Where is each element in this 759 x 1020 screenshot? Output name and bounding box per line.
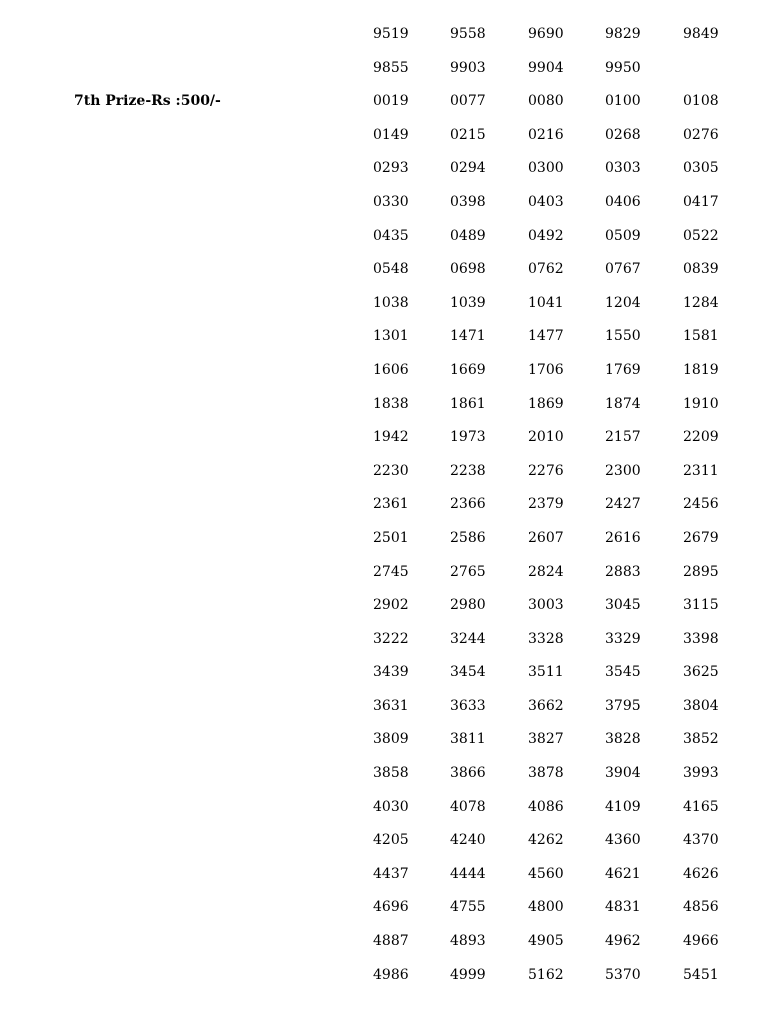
ticket-number: 1669: [450, 361, 486, 378]
ticket-number: 1861: [450, 395, 486, 412]
ticket-number: 1041: [528, 294, 564, 311]
ticket-number: 1204: [605, 294, 641, 311]
ticket-number: 4856: [683, 899, 719, 916]
ticket-number: 3993: [683, 765, 719, 782]
ticket-number: 4887: [373, 933, 409, 950]
ticket-number: 4905: [528, 933, 564, 950]
ticket-number: 1838: [373, 395, 409, 412]
result-row: [0, 828, 759, 862]
ticket-number: 3398: [683, 630, 719, 647]
results-page: [0, 22, 759, 996]
ticket-number: 1706: [528, 361, 564, 378]
ticket-number: 2366: [450, 496, 486, 513]
result-row: [0, 694, 759, 728]
ticket-number: 2895: [683, 563, 719, 580]
ticket-number: 0100: [605, 93, 641, 110]
ticket-number: 2616: [605, 529, 641, 546]
ticket-number: 4560: [528, 865, 564, 882]
ticket-number: 4831: [605, 899, 641, 916]
ticket-number: 1769: [605, 361, 641, 378]
ticket-number: 3222: [373, 630, 409, 647]
result-row: [0, 459, 759, 493]
ticket-number: 1477: [528, 328, 564, 345]
ticket-number: 1301: [373, 328, 409, 345]
result-row: [0, 560, 759, 594]
result-row: [0, 929, 759, 963]
ticket-number: 1284: [683, 294, 719, 311]
ticket-number: 3454: [450, 664, 486, 681]
prize-heading: 7th Prize-Rs :500/-: [74, 93, 221, 110]
ticket-number: 4086: [528, 798, 564, 815]
ticket-number: 2311: [683, 462, 719, 479]
ticket-number: 1819: [683, 361, 719, 378]
ticket-number: 0522: [683, 227, 719, 244]
ticket-number: 2427: [605, 496, 641, 513]
ticket-number: 4893: [450, 933, 486, 950]
ticket-number: 0300: [528, 160, 564, 177]
ticket-number: 2379: [528, 496, 564, 513]
ticket-number: 2361: [373, 496, 409, 513]
ticket-number: 2157: [605, 429, 641, 446]
ticket-number: 1869: [528, 395, 564, 412]
ticket-number: 1606: [373, 361, 409, 378]
ticket-number: 0077: [450, 93, 486, 110]
ticket-number: 0839: [683, 261, 719, 278]
ticket-number: 1550: [605, 328, 641, 345]
ticket-number: 4030: [373, 798, 409, 815]
ticket-number: 3633: [450, 697, 486, 714]
ticket-number: 0492: [528, 227, 564, 244]
ticket-number: 9849: [683, 26, 719, 42]
ticket-number: 2607: [528, 529, 564, 546]
ticket-number: 3631: [373, 697, 409, 714]
ticket-number: 4986: [373, 966, 409, 983]
ticket-number: 3852: [683, 731, 719, 748]
result-row: [0, 123, 759, 157]
ticket-number: 4109: [605, 798, 641, 815]
result-row: [0, 358, 759, 392]
result-row: [0, 526, 759, 560]
ticket-number: 4696: [373, 899, 409, 916]
ticket-number: 3329: [605, 630, 641, 647]
ticket-number: 2501: [373, 529, 409, 546]
ticket-number: 3244: [450, 630, 486, 647]
result-row: [0, 593, 759, 627]
ticket-number: 1973: [450, 429, 486, 446]
ticket-number: 1471: [450, 328, 486, 345]
ticket-number: 4626: [683, 865, 719, 882]
ticket-number: 3827: [528, 731, 564, 748]
ticket-number: 3795: [605, 697, 641, 714]
ticket-number: 5162: [528, 966, 564, 983]
ticket-number: 3439: [373, 664, 409, 681]
ticket-number: 2300: [605, 462, 641, 479]
ticket-number: 0398: [450, 193, 486, 210]
ticket-number: 3866: [450, 765, 486, 782]
ticket-number: 9950: [605, 59, 641, 76]
ticket-number: 0215: [450, 126, 486, 143]
result-row: [0, 89, 759, 123]
ticket-number: 0403: [528, 193, 564, 210]
result-row: [0, 22, 759, 56]
ticket-number: 2883: [605, 563, 641, 580]
result-row: [0, 324, 759, 358]
result-row: [0, 257, 759, 291]
result-row: [0, 156, 759, 190]
ticket-number: 2679: [683, 529, 719, 546]
ticket-number: 0108: [683, 93, 719, 110]
ticket-number: 2276: [528, 462, 564, 479]
ticket-number: 1910: [683, 395, 719, 412]
result-row: [0, 761, 759, 795]
ticket-number: 1581: [683, 328, 719, 345]
ticket-number: 3328: [528, 630, 564, 647]
result-row: [0, 224, 759, 258]
ticket-number: 4966: [683, 933, 719, 950]
ticket-number: 2230: [373, 462, 409, 479]
ticket-number: 4437: [373, 865, 409, 882]
ticket-number: 4370: [683, 832, 719, 849]
ticket-number: 4621: [605, 865, 641, 882]
ticket-number: 4205: [373, 832, 409, 849]
result-row: [0, 862, 759, 896]
ticket-number: 0294: [450, 160, 486, 177]
ticket-number: 3625: [683, 664, 719, 681]
ticket-number: 4165: [683, 798, 719, 815]
ticket-number: 0216: [528, 126, 564, 143]
result-row: [0, 963, 759, 997]
ticket-number: 3115: [683, 597, 719, 614]
ticket-number: 3045: [605, 597, 641, 614]
ticket-number: 1874: [605, 395, 641, 412]
result-row: [0, 895, 759, 929]
result-row: [0, 727, 759, 761]
ticket-number: 3828: [605, 731, 641, 748]
ticket-number: 0698: [450, 261, 486, 278]
ticket-number: 2586: [450, 529, 486, 546]
ticket-number: 4444: [450, 865, 486, 882]
ticket-number: 0149: [373, 126, 409, 143]
ticket-number: 9690: [528, 26, 564, 42]
ticket-number: 0417: [683, 193, 719, 210]
ticket-number: 2745: [373, 563, 409, 580]
result-row: [0, 291, 759, 325]
ticket-number: 4078: [450, 798, 486, 815]
ticket-number: 3003: [528, 597, 564, 614]
ticket-number: 3511: [528, 664, 564, 681]
ticket-number: 2902: [373, 597, 409, 614]
ticket-number: 1039: [450, 294, 486, 311]
ticket-number: 0276: [683, 126, 719, 143]
ticket-number: 2456: [683, 496, 719, 513]
result-row: [0, 660, 759, 694]
ticket-number: 0293: [373, 160, 409, 177]
ticket-number: 4999: [450, 966, 486, 983]
result-row: [0, 425, 759, 459]
ticket-number: 4240: [450, 832, 486, 849]
ticket-number: 3878: [528, 765, 564, 782]
ticket-number: 0762: [528, 261, 564, 278]
ticket-number: 4962: [605, 933, 641, 950]
ticket-number: 3811: [450, 731, 486, 748]
ticket-number: 2238: [450, 462, 486, 479]
ticket-number: 1038: [373, 294, 409, 311]
ticket-number: 0303: [605, 160, 641, 177]
ticket-number: 2980: [450, 597, 486, 614]
result-row: [0, 492, 759, 526]
ticket-number: 0330: [373, 193, 409, 210]
ticket-number: 0080: [528, 93, 564, 110]
ticket-number: 0268: [605, 126, 641, 143]
ticket-number: 0435: [373, 227, 409, 244]
ticket-number: 2765: [450, 563, 486, 580]
ticket-number: 2010: [528, 429, 564, 446]
ticket-number: 3809: [373, 731, 409, 748]
ticket-number: 9519: [373, 26, 409, 42]
result-row: [0, 795, 759, 829]
ticket-number: 0548: [373, 261, 409, 278]
ticket-number: 3545: [605, 664, 641, 681]
ticket-number: 9903: [450, 59, 486, 76]
ticket-number: 5370: [605, 966, 641, 983]
ticket-number: 9904: [528, 59, 564, 76]
ticket-number: 1942: [373, 429, 409, 446]
ticket-number: 9558: [450, 26, 486, 42]
result-row: [0, 392, 759, 426]
ticket-number: 0767: [605, 261, 641, 278]
ticket-number: 4262: [528, 832, 564, 849]
ticket-number: 3804: [683, 697, 719, 714]
ticket-number: 4800: [528, 899, 564, 916]
result-row: [0, 627, 759, 661]
result-row: [0, 190, 759, 224]
ticket-number: 4755: [450, 899, 486, 916]
ticket-number: 3662: [528, 697, 564, 714]
ticket-number: 2209: [683, 429, 719, 446]
ticket-number: 4360: [605, 832, 641, 849]
ticket-number: 0406: [605, 193, 641, 210]
ticket-number: 9829: [605, 26, 641, 42]
result-row: [0, 56, 759, 90]
ticket-number: 0019: [373, 93, 409, 110]
ticket-number: 9855: [373, 59, 409, 76]
ticket-number: 0509: [605, 227, 641, 244]
ticket-number: 5451: [683, 966, 719, 983]
ticket-number: 3858: [373, 765, 409, 782]
ticket-number: 0489: [450, 227, 486, 244]
ticket-number: 3904: [605, 765, 641, 782]
ticket-number: 2824: [528, 563, 564, 580]
ticket-number: 0305: [683, 160, 719, 177]
